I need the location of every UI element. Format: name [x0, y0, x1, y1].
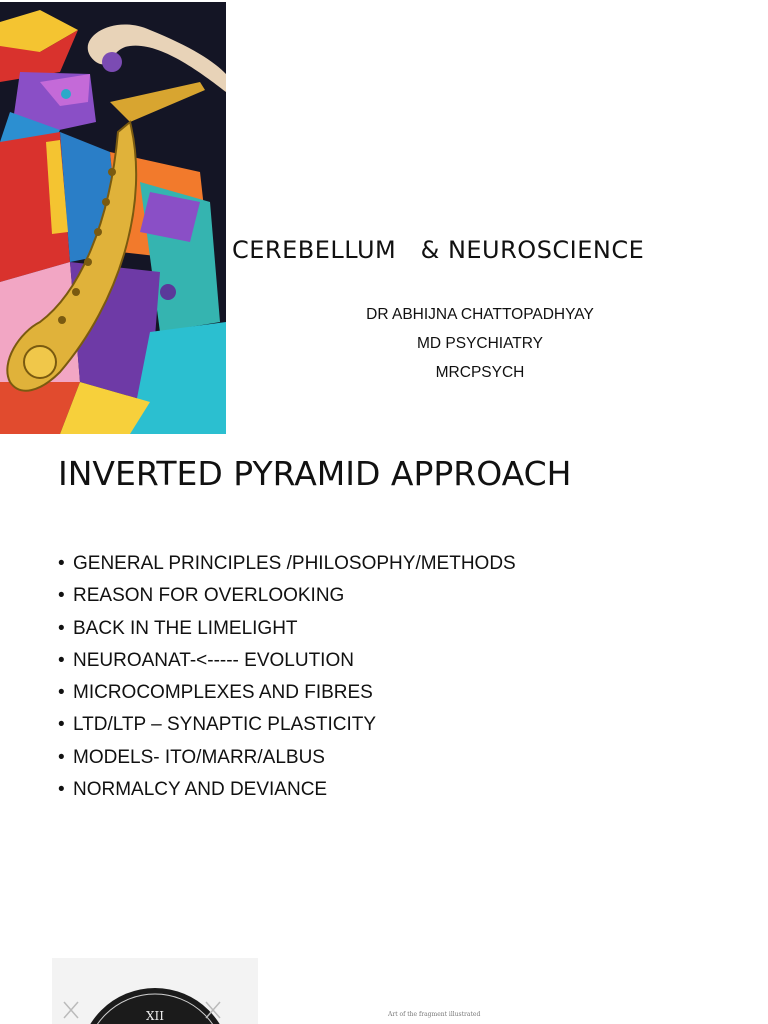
list-item — [58, 774, 516, 806]
bullet-mark: • — [58, 585, 65, 607]
clock-image — [52, 958, 258, 1024]
bullet-mark: • — [58, 746, 65, 768]
slide-next-partial — [0, 940, 768, 1024]
bullet-mark: • — [58, 649, 65, 671]
bullet-text: NORMALCY AND DEVIANCE — [73, 779, 328, 801]
bullet-mark: • — [58, 617, 65, 639]
list-item — [58, 742, 516, 774]
bullet-text: BACK IN THE LIMELIGHT — [73, 617, 298, 639]
bullet-text: LTD/LTP – SYNAPTIC PLASTICITY — [73, 714, 377, 736]
author-degree: MD PSYCHIATRY — [416, 335, 544, 352]
slide-agenda — [0, 440, 768, 940]
bullet-text: MODELS- ITO/MARR/ALBUS — [73, 746, 325, 768]
list-item — [58, 548, 516, 580]
list-item — [58, 613, 516, 645]
bullet-list — [58, 548, 516, 806]
list-item — [58, 645, 516, 677]
bullet-mark: • — [58, 779, 65, 801]
list-item — [58, 580, 516, 612]
list-item — [58, 709, 516, 741]
author-qualification: MRCPSYCH — [435, 364, 525, 381]
slide-heading: INVERTED PYRAMID APPROACH — [58, 454, 572, 493]
presentation-title: CEREBELLUM & NEUROSCIENCE — [232, 236, 645, 264]
bullet-text: MICROCOMPLEXES AND FIBRES — [73, 682, 373, 704]
bullet-text: REASON FOR OVERLOOKING — [73, 585, 345, 607]
image-caption: Art of the fragment illustrated — [388, 1011, 481, 1018]
bullet-text: GENERAL PRINCIPLES /PHILOSOPHY/METHODS — [73, 553, 516, 574]
bullet-mark: • — [58, 682, 65, 704]
saxophone-player-artwork — [0, 2, 226, 434]
bullet-mark: • — [58, 714, 65, 736]
author-block — [330, 300, 630, 387]
bullet-text: NEUROANAT-<----- EVOLUTION — [73, 649, 354, 671]
list-item — [58, 677, 516, 709]
clock-numeral: XII — [145, 1009, 165, 1023]
slide-title — [0, 0, 768, 440]
bullet-mark: • — [58, 553, 65, 574]
author-name: DR ABHIJNA CHATTOPADHYAY — [366, 306, 594, 323]
